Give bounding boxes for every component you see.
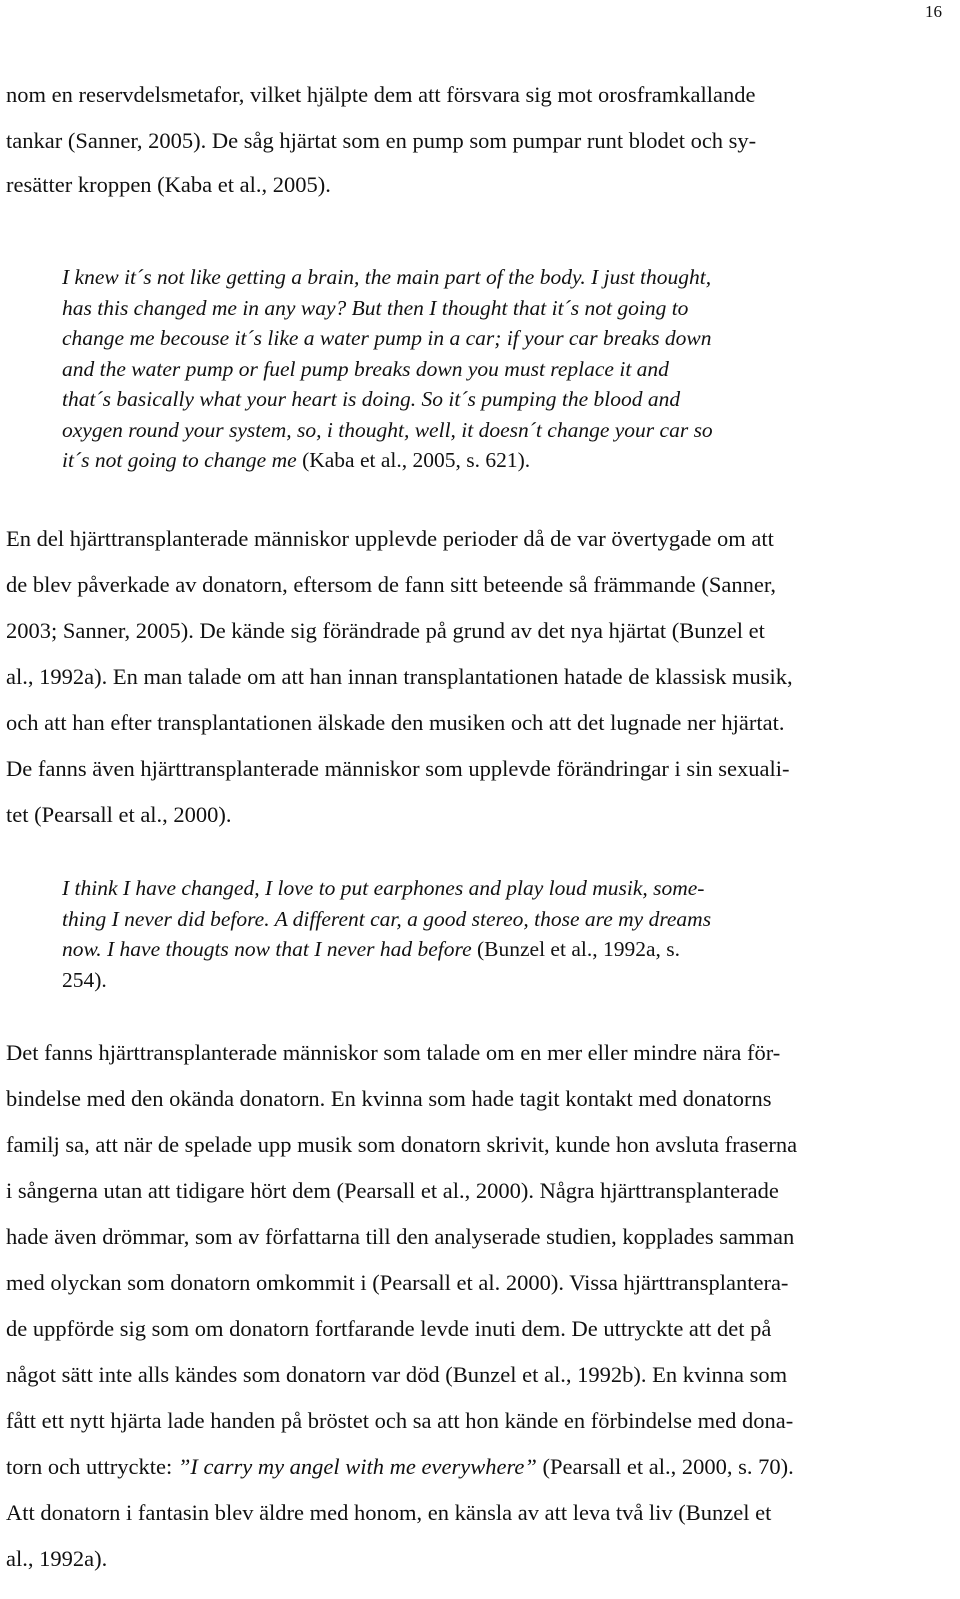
quote-line: that´s basically what your heart is doing. So it´s pumping the blood and xyxy=(62,387,681,411)
text-line: tankar (Sanner, 2005). De såg hjärtat som en pump som pumpar runt blodet och sy- xyxy=(6,128,757,153)
text-line: de blev påverkade av donatorn, eftersom de fann sitt beteende så främmande (Sanner, xyxy=(6,572,777,597)
quote-line: oxygen round your system, so, i thought, well, it doesn´t change your car so xyxy=(62,417,713,442)
text-line-with-quote xyxy=(6,1444,946,1490)
page-number: 16 xyxy=(925,2,942,21)
text-line: nom en reservdelsmetafor, vilket hjälpte dem att försvara sig mot orosframkallande xyxy=(6,82,756,107)
quote-citation: (Bunzel et al., 1992a, s. xyxy=(471,937,681,961)
text-fragment: torn och uttryckte: xyxy=(6,1454,178,1479)
quote-citation: (Pearsall et al., 2000, s. 70). xyxy=(536,1454,794,1479)
text-line: En del hjärttransplanterade människor upplevde perioder då de var övertygade om att xyxy=(6,526,774,551)
text-line: något sätt inte alls kändes som donatorn var död (Bunzel et al., 1992b). En kvinna som xyxy=(6,1362,788,1387)
text-line: Det fanns hjärttransplanterade människor som talade om en mer eller mindre nära för- xyxy=(6,1040,781,1065)
text-line: fått ett nytt hjärta lade handen på bröstet och sa att hon kände en förbindelse med dona- xyxy=(6,1408,794,1433)
block-quote-1 xyxy=(62,262,902,476)
text-line: med olyckan som donatorn omkommit i (Pearsall et al. 2000). Vissa hjärttransplantera- xyxy=(6,1270,789,1295)
text-line: bindelse med den okända donatorn. En kvinna som hade tagit kontakt med donatorns xyxy=(6,1086,772,1111)
text-line: familj sa, att när de spelade upp musik som donatorn skrivit, kunde hon avsluta fraserna xyxy=(6,1132,798,1157)
quote-line: I knew it´s not like getting a brain, the main part of the body. I just thought, xyxy=(62,265,712,289)
quote-line: I think I have changed, I love to put earphones and play loud musik, some- xyxy=(62,876,705,900)
quote-line: it´s not going to change me xyxy=(62,448,297,472)
text-line: Att donatorn i fantasin blev äldre med honom, en känsla av att leva två liv (Bunzel et xyxy=(6,1500,772,1525)
quote-line: thing I never did before. A different car, a good stereo, those are my dreams xyxy=(62,906,712,931)
quote-citation: (Kaba et al., 2005, s. 621). xyxy=(296,448,531,472)
quote-line: has this changed me in any way? But then I thought that it´s not going to xyxy=(62,295,689,320)
text-line: 2003; Sanner, 2005). De kände sig förändrade på grund av det nya hjärtat (Bunzel et xyxy=(6,618,765,643)
text-line: och att han efter transplantationen älskade den musiken och att det lugnade ner hjärtat. xyxy=(6,710,785,735)
text-line: de uppförde sig som om donatorn fortfarande levde inuti dem. De uttryckte att det på xyxy=(6,1316,772,1341)
text-line: hade även drömmar, som av författarna till den analyserade studien, kopplades samman xyxy=(6,1224,795,1249)
quote-line: now. I have thougts now that I never had before xyxy=(62,937,472,961)
paragraph-2 xyxy=(6,516,946,838)
text-line: i sångerna utan att tidigare hört dem (Pearsall et al., 2000). Några hjärttransplanterade xyxy=(6,1178,779,1203)
quote-line: and the water pump or fuel pump breaks down you must replace it and xyxy=(62,356,669,381)
text-line: al., 1992a). xyxy=(6,1546,108,1571)
text-line: De fanns även hjärttransplanterade människor som upplevde förändringar i sin sexuali- xyxy=(6,756,790,781)
text-line: resätter kroppen (Kaba et al., 2005). xyxy=(6,172,331,197)
inline-quote: ”I carry my angel with me everywhere” xyxy=(177,1454,537,1479)
paragraph-1 xyxy=(6,72,946,208)
paragraph-3 xyxy=(6,1030,946,1582)
block-quote-2 xyxy=(62,873,902,995)
text-line: al., 1992a). En man talade om att han innan transplantationen hatade de klassisk musik, xyxy=(6,664,793,689)
text-line: tet (Pearsall et al., 2000). xyxy=(6,802,232,827)
quote-line: change me becouse it´s like a water pump in a car; if your car breaks down xyxy=(62,326,712,350)
quote-citation-end: 254). xyxy=(62,967,107,992)
